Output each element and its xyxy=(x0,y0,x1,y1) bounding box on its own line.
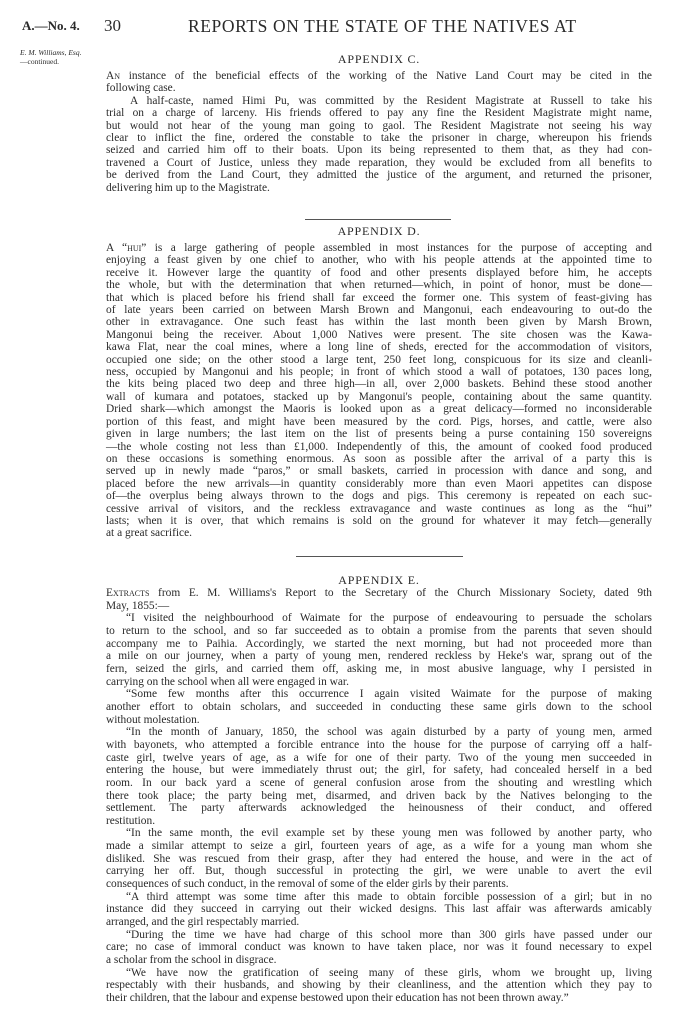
appendix-d-heading: APPENDIX D. xyxy=(337,224,421,238)
text-line: there took place; the party being met, disarmed, and driven back by the Natives belonging to the xyxy=(106,789,652,802)
section-divider xyxy=(296,556,463,557)
margin-note-continued: —continued. xyxy=(20,57,59,66)
small-caps-word: hui xyxy=(127,242,142,254)
text-line: their children, that the labour and expense bestowed upon their education has not been thrown away.” xyxy=(106,992,569,1004)
text-fragment: instance of the beneficial effects of the working of the Native Land Court may be cited in the xyxy=(120,70,652,82)
text-line: carrying on the school when all were engaged in war. xyxy=(106,675,349,688)
text-fragment: ” is a large gathering of people assembled in most instances for the purpose of accepting and xyxy=(141,242,652,254)
text-line: entering the house, but were immediately thrust out; the girl, for safety, had concealed herself in a bed xyxy=(106,764,652,777)
text-line: made a similar attempt to seize a girl, fourteen years of age, as a wife for a young man whom she xyxy=(106,840,652,853)
text-line: receive it. However large the quantity of food and other presents displayed before him, he accepts xyxy=(106,266,652,279)
text-line: delivering him up to the Magistrate. xyxy=(106,181,270,194)
text-line: “We have now the gratification of seeing many of these girls, whom we brought up, living xyxy=(126,966,652,979)
text-line: caste girl, twelve years of age, as a wife for one of their party. Two of the young men succeeded in xyxy=(106,751,652,764)
text-line: placed before the new arrivals—in quantity considerably more than even Maori appetites can dispose xyxy=(106,477,652,490)
text-line: another effort to obtain scholars, and succeeded in conducting these same girls down to the school xyxy=(106,700,652,713)
text-line: “A third attempt was some time after this made to obtain forcible possession of a girl; but in no xyxy=(126,890,652,903)
document-series-number: A.—No. 4. xyxy=(22,18,80,33)
text-line: the whole, but with the determination that when returned—which, in point of honor, must be done— xyxy=(106,279,652,292)
text-line: without molestation. xyxy=(106,713,200,726)
text-line: be derived from the Land Court, they admitted the justice of the argument, and returned the prisoner, xyxy=(106,169,652,182)
text-line: to return to the school, and so far succeeded as to obtain a promise from the parents that seven should xyxy=(106,624,652,637)
text-line: restitution. xyxy=(106,814,156,827)
text-line: “In the month of January, 1850, the school was again disturbed by a party of young men, armed xyxy=(126,726,652,739)
appendix-e-heading: APPENDIX E. xyxy=(338,573,420,587)
text-line xyxy=(106,242,652,254)
text-line: clear to inflict the fine, ordered the constable to take the prisoner in charge, whereupon his friends xyxy=(106,132,652,145)
text-line: “Some few months after this occurrence I again visited Waimate for the purpose of making xyxy=(126,688,652,701)
text-line: on these occasions is something enormous. As soon as possible after the arrival of a party this is xyxy=(106,452,652,465)
appendix-d-body xyxy=(106,242,652,540)
text-line: lasts; when it is over, that which remains is sold on the ground for whatever it may fetch—generally xyxy=(106,514,652,527)
text-line: other in extravagance. One such feast has within the last month been given by Marsh Brown, xyxy=(106,316,652,329)
text-line: the kits being placed two deep and three high—in all, over 2,000 baskets. Behind these stood another xyxy=(106,378,652,391)
appendix-e-body xyxy=(106,587,652,1005)
text-line: a mile on our journey, when a party of young men, rendered reckless by Heke's war, sprang out of the xyxy=(106,650,652,663)
appendix-c-body xyxy=(106,70,652,194)
page-title: REPORTS ON THE STATE OF THE NATIVES AT xyxy=(188,16,577,36)
text-line: at a great sacrifice. xyxy=(106,527,193,540)
text-line: of late years been carried on between Marsh Brown and Mangonui, each endeavouring to out-do the xyxy=(106,304,652,317)
text-line: care; no case of immoral conduct was known to have taken place, nor was it found necessary to expel xyxy=(106,941,652,954)
margin-note-author: E. M. Williams, Esq. xyxy=(20,48,82,57)
text-line: but would not hear of the young man going to gaol. The Resident Magistrate not seeing his way xyxy=(106,119,652,132)
text-line: instance did they succeed in carrying out their wicked designs. This last affair was afterwards amicably xyxy=(106,903,652,916)
text-line: consequences of such conduct, in the removal of some of the elder girls by their parents. xyxy=(106,878,509,891)
margin-note xyxy=(20,48,81,66)
text-line: travened a Court of Justice, unless they made reparation, they would be excluded from all benefits to xyxy=(106,156,652,169)
text-line: A half-caste, named Himi Pu, was committed by the Resident Magistrate at Russell to take his xyxy=(130,94,652,107)
text-line xyxy=(106,587,652,600)
text-line: May, 1855:— xyxy=(106,599,170,612)
text-fragment: A “ xyxy=(106,242,128,254)
appendix-c-heading: APPENDIX C. xyxy=(337,52,421,66)
text-line: enjoying a feast given by one chief to another, who with his people attends at the appointed time to xyxy=(106,254,652,267)
text-line: settlement. The party afterwards acknowledged the heinousness of their conduct, and offered xyxy=(106,802,652,815)
text-line: a scholar from the school in disgrace. xyxy=(106,954,277,967)
text-line: room. In our back yard a scene of general confusion arose from the shouting and wrestling which xyxy=(106,776,652,789)
page-number: 30 xyxy=(104,16,121,35)
text-line: “I visited the neighbourhood of Waimate for the purpose of endeavouring to persuade the scholars xyxy=(126,612,652,625)
section-divider xyxy=(305,219,451,220)
text-line: that which is placed before his friend shall far exceed the former one. This system of feast-giving has xyxy=(106,291,652,304)
text-line: respectably with their husbands, and showing by their cleanliness, and the attention which they pay to xyxy=(106,979,652,992)
text-fragment: from E. M. Williams's Report to the Secretary of the Church Missionary Society, dated 9th xyxy=(149,587,652,599)
text-line: seized and carried him off to their boats. Upon its being represented to them that, as they had con- xyxy=(106,144,652,157)
text-line: wall of kumara and potatoes, stacked up by Mangonui's people, containing about the same quantity. xyxy=(106,390,652,403)
small-caps-word: Extracts xyxy=(106,587,150,599)
text-line xyxy=(106,70,652,82)
text-line: portion of this feast, and might have been measured by the cord. Pigs, horses, and cattle, were also xyxy=(106,415,652,428)
text-line: ness, occupied by Mangonui and his people; in front of which stood a wall of potatoes, 130 paces long, xyxy=(106,366,652,379)
text-line: of—the overplus being always thrown to the dogs and pigs. This ceremony is repeated on each suc- xyxy=(106,490,652,503)
text-line: accompany me to Paihia. Accordingly, we started the next morning, but had not proceeded more than xyxy=(106,637,652,650)
text-line: following case. xyxy=(106,82,176,95)
text-line: cessive arrival of visitors, and the reckless extravagance and waste continues as long as the “hui” xyxy=(106,502,652,515)
text-line: served up in newly made “paros,” or small baskets, carried in procession with dance and song, and xyxy=(106,465,652,478)
text-line: Mangonui being the receiver. About 1,000 Natives were present. The site chosen was the Kawa- xyxy=(106,328,652,341)
text-line: occupied one side; on the other stood a large tent, 250 feet long, conspicuous for its size and cleanli- xyxy=(106,353,652,366)
text-line: trial on a charge of larceny. His friends offered to pay any fine the Resident Magistrate might name, xyxy=(106,107,652,120)
text-line: fern, seized the girls, and carried them off, asking me, in most abusive language, why I persisted in xyxy=(106,662,652,675)
text-line: with bayonets, who attempted a forcible entrance into the house for the purpose of carrying off a half- xyxy=(106,738,652,751)
text-line: disliked. She was rescued from their grasp, after they had entered the house, and were in the act of xyxy=(106,852,652,865)
text-line: Dried shark—which amongst the Maoris is looked upon as a great delicacy—formed no inconsiderable xyxy=(106,403,652,416)
text-line: “During the time we have had charge of this school more than 300 girls have passed under our xyxy=(126,928,652,941)
text-line: —the whole costing not less than £1,000. Independently of this, the amount of cooked food produced xyxy=(106,440,652,453)
text-line: “In the same month, the evil example set by these young men was followed by another party, who xyxy=(126,827,652,840)
text-line: given in large numbers; the last item on the list of presents being a purse containing 150 sovereigns xyxy=(106,428,652,441)
small-caps-word: An xyxy=(106,70,121,82)
text-line: arranged, and the girl respectably married. xyxy=(106,916,300,929)
text-line: kawa Flat, near the coal mines, where a long line of sheds, erected for the accommodation of visitors, xyxy=(106,341,652,354)
text-line: carrying her off. But, though successful in protecting the girl, we were unable to avert the evil xyxy=(106,865,652,878)
